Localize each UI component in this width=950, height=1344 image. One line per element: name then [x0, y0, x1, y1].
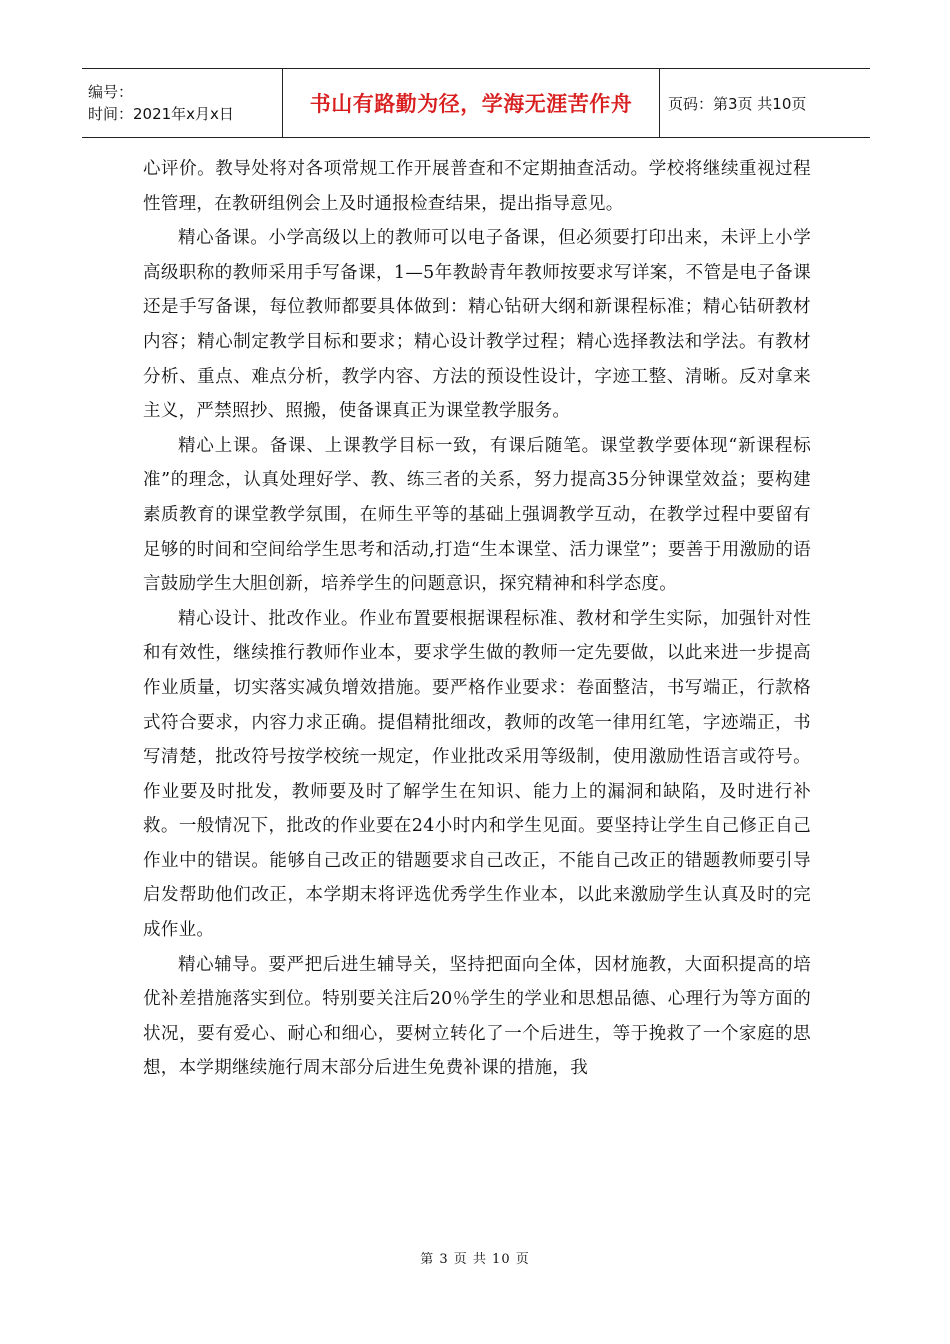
document-body	[143, 152, 811, 1086]
document-number: 编号：	[88, 83, 134, 101]
paragraph-tutoring: 精心辅导。要严把后进生辅导关，坚持把面向全体，因材施教，大面积提高的培优补差措施落实到位。特别要关注后20％学生的学业和思想品德、心理行为等方面的状况，要有爱心、耐心和细心，要树立转化了一个后进生，等于挽救了一个家庭的思想，本学期继续施行周末部分后进生免费补课的措施，我	[143, 954, 811, 1079]
header-page-code	[660, 69, 870, 137]
header-meta	[82, 69, 282, 137]
paragraph-lesson-prep: 精心备课。小学高级以上的教师可以电子备课，但必须要打印出来，未评上小学高级职称的教师采用手写备课，1—5年教龄青年教师按要求写详案，不管是电子备课还是手写备课，每位教师都要具体做到：精心钻研大纲和新课程标准；精心钻研教材内容；精心制定教学目标和要求；精心设计教学过程；精心选择教法和学法。有教材分析、重点、难点分析，教学内容、方法的预设性设计，字迹工整、清晰。反对拿来主义，严禁照抄、照搬，使备课真正为课堂教学服务。	[143, 228, 811, 422]
page-header	[82, 68, 870, 138]
page-footer	[0, 1248, 950, 1267]
footer-page-number: 第 3 页 共 10 页	[420, 1252, 530, 1267]
document-time: 时间：2021年x月x日	[88, 105, 234, 123]
paragraph-homework: 精心设计、批改作业。作业布置要根据课程标准、教材和学生实际，加强针对性和有效性，继续推行教师作业本，要求学生做的教师一定先要做，以此来进一步提高作业质量，切实落实减负增效措施。要严格作业要求：卷面整洁，书写端正，行款格式符合要求，内容力求正确。提倡精批细改，教师的改笔一律用红笔，字迹端正，书写清楚，批改符号按学校统一规定，作业批改采用等级制，使用激励性语言或符号。作业要及时批发，教师要及时了解学生在知识、能力上的漏洞和缺陷，及时进行补救。一般情况下，批改的作业要在24小时内和学生见面。要坚持让学生自己修正自己作业中的错误。能够自己改正的错题要求自己改正，不能自己改正的错题教师要引导启发帮助他们改正，本学期末将评选优秀学生作业本，以此来激励学生认真及时的完成作业。	[143, 608, 811, 941]
motto-text: 书山有路勤为径，学海无涯苦作舟	[309, 92, 633, 116]
page-code-text: 页码：第3页 共10页	[668, 94, 807, 113]
header-motto-cell	[282, 69, 660, 137]
paragraph-evaluation: 心评价。教导处将对各项常规工作开展普查和不定期抽查活动。学校将继续重视过程性管理，在教研组例会上及时通报检查结果，提出指导意见。	[143, 159, 811, 214]
paragraph-teaching: 精心上课。备课、上课教学目标一致，有课后随笔。课堂教学要体现“新课程标准”的理念，认真处理好学、教、练三者的关系，努力提高35分钟课堂效益；要构建素质教育的课堂教学氛围，在师生平等的基础上强调教学互动，在教学过程中要留有足够的时间和空间给学生思考和活动,打造“生本课堂、活力课堂”；要善于用激励的语言鼓励学生大胆创新，培养学生的问题意识，探究精神和科学态度。	[143, 435, 811, 595]
